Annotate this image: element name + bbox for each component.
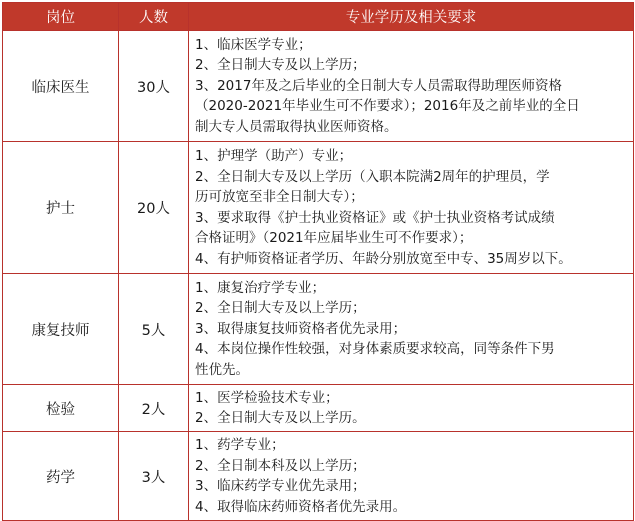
table-row bbox=[3, 142, 634, 274]
post-cell: 药学 bbox=[3, 432, 119, 521]
header-post: 岗位 bbox=[3, 3, 119, 31]
requirement-line: 4、本岗位操作性较强，对身体素质要求较高，同等条件下男 bbox=[195, 341, 555, 358]
requirement-line: 3、要求取得《护士执业资格证》或《护士执业资格考试成绩 bbox=[195, 209, 555, 226]
post-cell: 检验 bbox=[3, 385, 119, 432]
count-cell: 5人 bbox=[119, 274, 189, 385]
post-cell: 临床医生 bbox=[3, 31, 119, 142]
count-cell: 20人 bbox=[119, 142, 189, 274]
table-row bbox=[3, 31, 634, 142]
post-cell: 护士 bbox=[3, 142, 119, 274]
requirement-line: 合格证明》（2021年应届毕业生可不作要求）； bbox=[195, 230, 473, 246]
table-row bbox=[3, 432, 634, 521]
count-cell: 3人 bbox=[119, 432, 189, 521]
recruitment-table bbox=[2, 2, 634, 521]
table-row bbox=[3, 274, 634, 385]
requirements-cell bbox=[189, 432, 634, 521]
post-cell: 康复技师 bbox=[3, 274, 119, 385]
requirement-line: （2020-2021年毕业生可不作要求）；2016年及之前毕业的全日 bbox=[195, 98, 580, 115]
requirement-line: 1、康复治疗学专业； bbox=[195, 279, 326, 296]
requirement-line: 4、有护师资格证者学历、年龄分别放宽至中专、35周岁以下。 bbox=[195, 250, 572, 267]
header-count: 人数 bbox=[119, 3, 189, 31]
requirement-line: 3、2017年及之后毕业的全日制大专人员需取得助理医师资格 bbox=[195, 77, 562, 94]
requirement-line: 4、取得临床药师资格者优先录用。 bbox=[195, 498, 407, 515]
requirement-line: 制大专人员需取得执业医师资格。 bbox=[195, 118, 398, 135]
requirement-line: 2、全日制大专及以上学历（入职本院满2周年的护理员，学 bbox=[195, 168, 550, 185]
requirement-line: 2、全日制大专及以上学历； bbox=[195, 300, 366, 317]
requirement-line: 3、临床药学专业优先录用； bbox=[195, 478, 366, 494]
requirements-cell bbox=[189, 31, 634, 142]
requirement-line: 2、全日制本科及以上学历； bbox=[195, 457, 366, 474]
requirement-line: 1、临床医学专业； bbox=[195, 36, 312, 53]
header-requirements: 专业学历及相关要求 bbox=[189, 3, 634, 31]
requirements-cell bbox=[189, 385, 634, 432]
requirement-line: 1、医学检验技术专业； bbox=[195, 389, 339, 406]
requirement-line: 2、全日制大专及以上学历； bbox=[195, 57, 366, 74]
count-cell: 30人 bbox=[119, 31, 189, 142]
requirement-line: 3、取得康复技师资格者优先录用； bbox=[195, 320, 407, 337]
requirement-line: 性优先。 bbox=[195, 361, 249, 378]
requirement-line: 2、全日制大专及以上学历。 bbox=[195, 410, 366, 426]
table-row bbox=[3, 385, 634, 432]
requirement-line: 历可放宽至非全日制大专）； bbox=[195, 189, 364, 205]
header-row bbox=[3, 3, 634, 31]
count-cell: 2人 bbox=[119, 385, 189, 432]
requirements-cell bbox=[189, 274, 634, 385]
requirement-line: 1、护理学（助产）专业； bbox=[195, 148, 353, 164]
requirements-cell bbox=[189, 142, 634, 274]
requirement-line: 1、药学专业； bbox=[195, 437, 285, 453]
